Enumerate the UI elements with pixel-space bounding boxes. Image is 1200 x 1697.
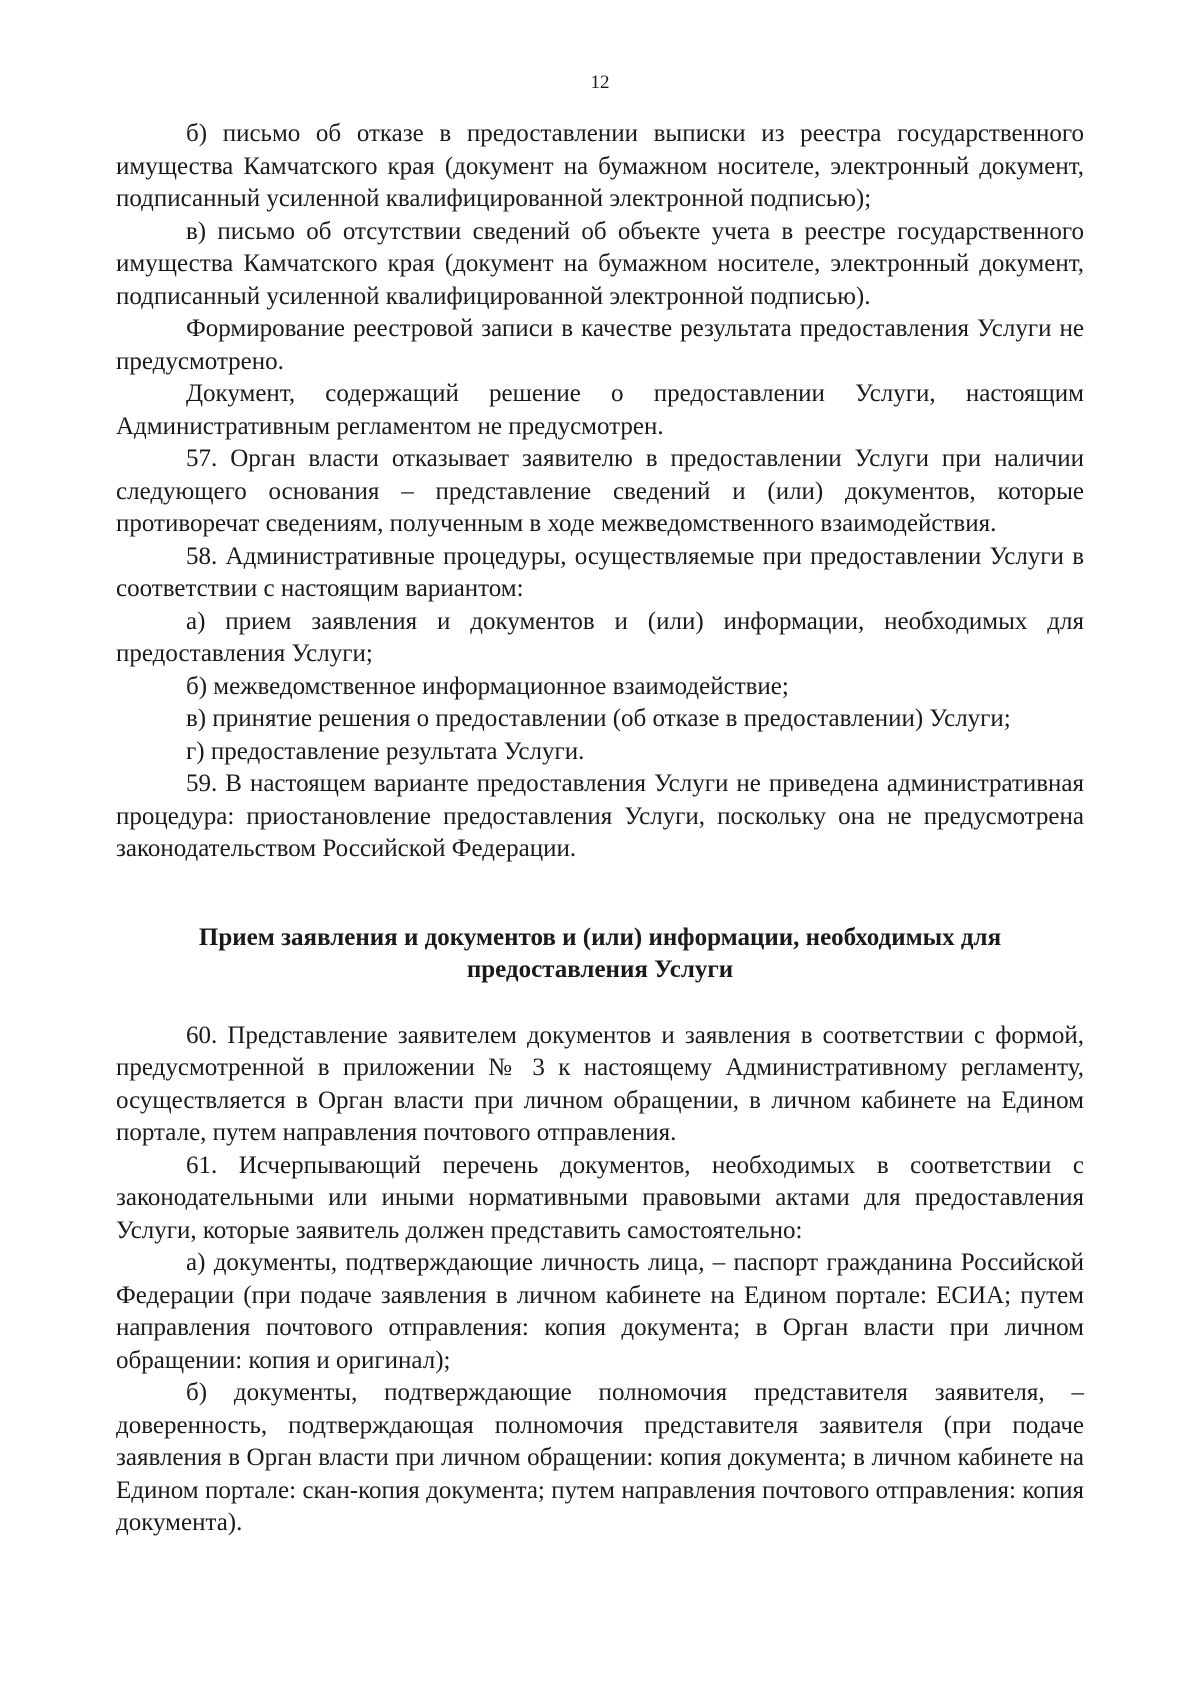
paragraph-b-refusal-letter: б) письмо об отказе в предоставлении выписки из реестра государственного имущества Камчатского края (документ на бумажном носителе, электронный документ, подписанный усиленной квалифицированной электронной подписью);: [116, 120, 1084, 212]
paragraph-61: 61. Исчерпывающий перечень документов, необходимых в соответствии с законодательными или иными нормативными правовыми актами для предоставления Услуги, которые заявитель должен представить самостоятельно:: [116, 1151, 1084, 1244]
paragraph-61-b: б) документы, подтверждающие полномочия представителя заявителя, – доверенность, подтверждающая полномочия представителя заявителя (при подаче заявления в Орган власти при личном обращении: копия документа; в личном кабинете на Едином портале: скан-копия документа; путем направления почтового отправления: копия документа).: [116, 1379, 1084, 1536]
paragraph-registry-entry: Формирование реестровой записи в качестве результата предоставления Услуги не предусмотрено.: [116, 315, 1084, 375]
page-number: 12: [590, 72, 610, 93]
paragraph-58-a: а) прием заявления и документов и (или) информации, необходимых для предоставления Услуги;: [116, 607, 1084, 667]
paragraph-v-absence-letter: в) письмо об отсутствии сведений об объекте учета в реестре государственного имущества Камчатского края (документ на бумажном носителе, электронный документ, подписанный усиленной квалифицированной электронной подписью).: [116, 217, 1084, 310]
paragraph-57: 57. Орган власти отказывает заявителю в предоставлении Услуги при наличии следующего основания – представление сведений и (или) документов, которые противоречат сведениям, полученным в ходе межведомственного взаимодействия.: [116, 445, 1084, 537]
paragraph-58-b: б) межведомственное информационное взаимодействие;: [186, 672, 789, 700]
paragraph-60: 60. Представление заявителем документов и заявления в соответствии с формой, предусмотренной в приложении № 3 к настоящему Административному регламенту, осуществляется в Орган власти при личном обращении, в личном кабинете на Едином портале, путем направления почтового отправления.: [116, 1021, 1084, 1146]
paragraph-58: 58. Административные процедуры, осуществляемые при предоставлении Услуги в соответствии с настоящим вариантом:: [116, 542, 1084, 602]
paragraph-58-g: г) предоставление результата Услуги.: [186, 737, 585, 765]
section-heading: Прием заявления и документов и (или) информации, необходимых для предоставления Услуги: [198, 923, 1002, 983]
paragraph-decision-document: Документ, содержащий решение о предоставлении Услуги, настоящим Административным регламентом не предусмотрен.: [116, 380, 1084, 440]
document-body: [116, 118, 1084, 1540]
paragraph-59: 59. В настоящем варианте предоставления Услуги не приведена административная процедура: приостановление предоставления Услуги, поскольку она не предусмотрена законодательством Российской Федерации.: [116, 770, 1084, 862]
paragraph-58-v: в) принятие решения о предоставлении (об отказе в предоставлении) Услуги;: [186, 705, 1011, 732]
paragraph-61-a: а) документы, подтверждающие личность лица, – паспорт гражданина Российской Федерации (при подаче заявления в личном кабинете на Едином портале: ЕСИА; путем направления почтового отправления: копия документа; в Орган власти при личном обращении: копия и оригинал);: [116, 1249, 1084, 1374]
